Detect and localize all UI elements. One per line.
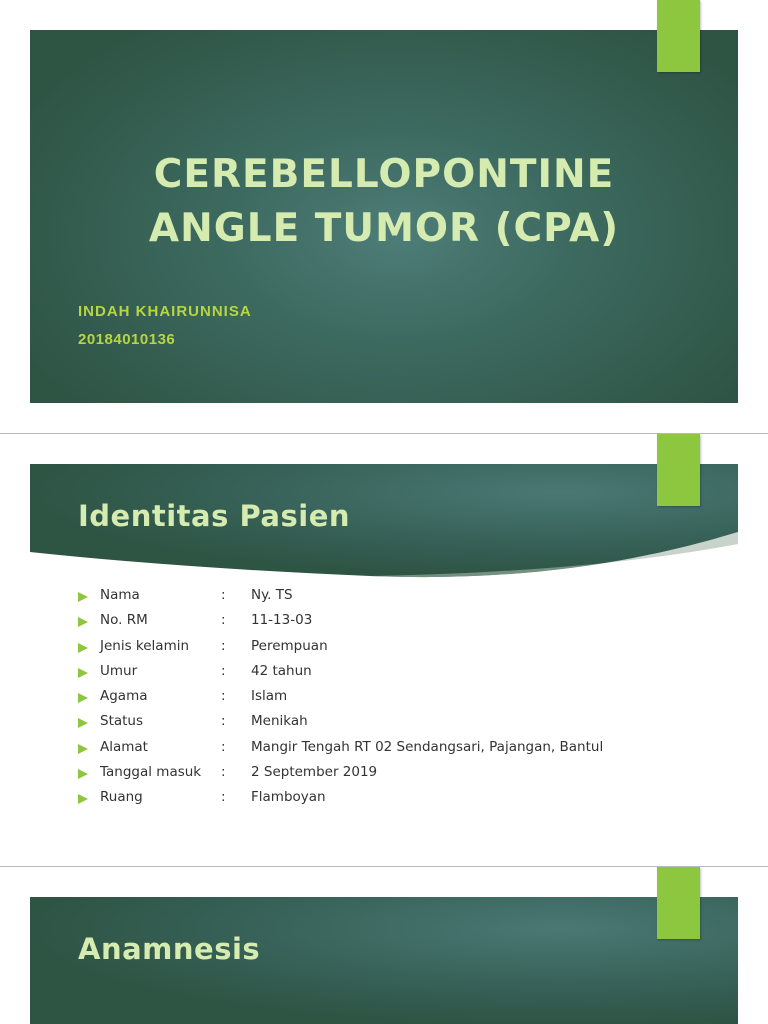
identity-colon: : [221,662,226,679]
identity-label: Jenis kelamin [100,637,190,654]
identity-label: Status [100,713,144,730]
identity-colon: : [221,713,226,730]
bullet-arrow-icon [78,643,88,653]
identity-colon: : [221,688,226,705]
identity-value: Mangir Tengah RT 02 Sendangsari, Pajangan, Bantul [251,738,604,755]
identity-label: Agama [100,688,148,705]
student-id: 20184010136 [78,331,176,348]
author-name: INDAH KHAIRUNNISA [78,303,252,320]
identity-label: Tanggal masuk [100,764,202,781]
identity-colon: : [221,587,226,603]
identity-value: 11-13-03 [251,612,313,629]
bullet-arrow-icon [78,744,88,754]
bullet-arrow-icon [78,769,88,779]
presentation-title [30,148,738,256]
green-tab-decoration [657,434,700,506]
title-line-1: CEREBELLOPONTINE [153,152,615,197]
green-tab-decoration [657,0,700,72]
title-line-2: ANGLE TUMOR (CPA) [148,206,620,251]
identity-value: Perempuan [251,637,328,654]
identity-label: No. RM [100,612,148,629]
slide-heading: Anamnesis [78,932,261,966]
slide-heading: Identitas Pasien [78,499,351,533]
bullet-arrow-icon [78,617,88,627]
title-panel [30,30,738,403]
identity-colon: : [221,764,226,781]
identity-label: Ruang [100,789,143,806]
identity-slide [0,433,768,865]
green-tab-decoration [657,867,700,939]
bullet-arrow-icon [78,693,88,703]
identity-label: Nama [100,587,140,603]
bullet-arrow-icon [78,718,88,728]
bullet-arrow-icon [78,794,88,804]
title-slide [0,0,768,433]
identity-label: Alamat [100,738,148,755]
identity-colon: : [221,789,226,806]
identity-value: Islam [251,688,288,705]
identity-value: Flamboyan [251,789,326,806]
identity-value: Ny. TS [251,587,293,603]
bullet-arrow-icon [78,592,88,602]
identity-colon: : [221,612,226,629]
identity-value: Menikah [251,713,308,730]
bullet-arrow-icon [78,668,88,678]
identity-label: Umur [100,662,138,679]
identity-colon: : [221,738,226,755]
identity-value: 42 tahun [251,662,312,679]
identity-value: 2 September 2019 [251,764,378,781]
header-band [30,464,738,579]
identity-colon: : [221,637,226,654]
anamnesis-slide [0,866,768,1024]
header-band [30,897,738,1024]
